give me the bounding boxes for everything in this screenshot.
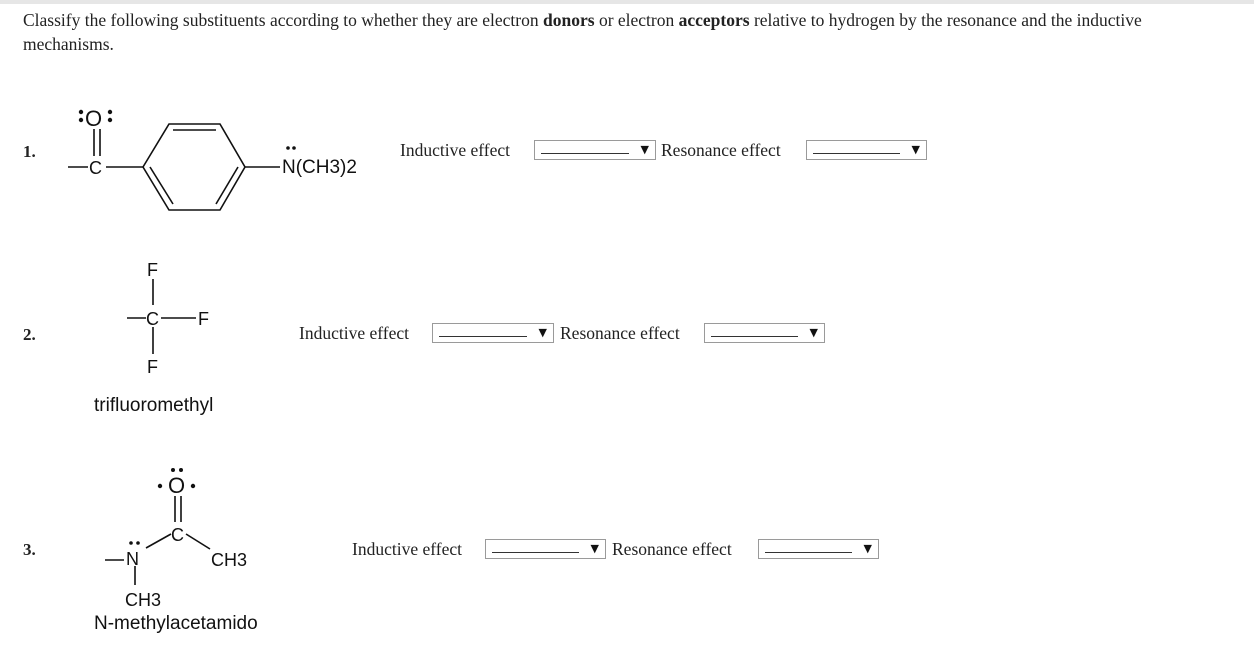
compound-name-2: trifluoromethyl <box>94 395 214 416</box>
s2-fluorine-top: F <box>147 260 158 280</box>
item-number-3: 3. <box>23 540 36 559</box>
prompt-text: or electron <box>594 10 679 30</box>
lone-pair-dot <box>136 541 140 545</box>
chevron-down-icon: ▼ <box>911 143 920 156</box>
item-number-2: 2. <box>23 325 36 344</box>
s3-carbon-label: C <box>171 525 184 545</box>
selected-value-blank <box>541 153 629 154</box>
selected-value-blank <box>765 552 852 553</box>
resonance-effect-select-3[interactable] <box>758 539 879 559</box>
resonance-effect-select-2[interactable] <box>704 323 825 343</box>
chevron-down-icon: ▼ <box>538 326 547 339</box>
lone-pair-dot <box>158 484 162 488</box>
inductive-effect-label-1: Inductive effect <box>400 140 510 160</box>
structure-3 <box>105 496 210 585</box>
inductive-effect-label-2: Inductive effect <box>299 323 409 343</box>
inductive-effect-select-2[interactable] <box>432 323 554 343</box>
lone-pair-dot <box>292 146 296 150</box>
s1-oxygen-label: O <box>85 106 103 131</box>
prompt-bold-acceptors: acceptors <box>678 10 750 30</box>
s2-fluorine-right: F <box>198 309 209 329</box>
prompt-bold-donors: donors <box>543 10 595 30</box>
s3-nitrogen-label: N <box>126 549 139 569</box>
resonance-effect-label-2: Resonance effect <box>560 323 680 343</box>
lone-pair-dot <box>286 146 290 150</box>
s2-fluorine-bottom: F <box>147 357 158 377</box>
resonance-effect-label-3: Resonance effect <box>612 539 732 559</box>
s3-methyl-right: CH3 <box>211 550 248 570</box>
selected-value-blank <box>492 552 579 553</box>
lone-pair-dot <box>179 468 183 472</box>
resonance-effect-select-1[interactable] <box>806 140 927 160</box>
item-number-1: 1. <box>23 142 36 161</box>
chevron-down-icon: ▼ <box>590 542 599 555</box>
resonance-effect-label-1: Resonance effect <box>661 140 781 160</box>
lone-pair-dot <box>191 484 195 488</box>
s3-methyl-bottom: CH3 <box>125 590 162 610</box>
chevron-down-icon: ▼ <box>640 143 649 156</box>
selected-value-blank <box>439 336 527 337</box>
s1-carbon-label: C <box>89 158 102 178</box>
inductive-effect-select-3[interactable] <box>485 539 606 559</box>
lone-pair-dot <box>171 468 175 472</box>
lone-pair-dot <box>108 110 112 114</box>
lone-pair-dot <box>79 118 83 122</box>
lone-pair-dot <box>108 118 112 122</box>
selected-value-blank <box>711 336 798 337</box>
lone-pair-dot <box>129 541 133 545</box>
prompt-text: Classify the following substituents according to whether they are electron <box>23 10 544 30</box>
inductive-effect-select-1[interactable] <box>534 140 656 160</box>
lone-pair-dot <box>79 110 83 114</box>
s3-oxygen-label: O <box>168 473 186 498</box>
s1-amine-label: N(CH3)2 <box>282 157 357 178</box>
compound-name-3: N-methylacetamido <box>94 613 258 634</box>
inductive-effect-label-3: Inductive effect <box>352 539 462 559</box>
chevron-down-icon: ▼ <box>863 542 872 555</box>
selected-value-blank <box>813 153 900 154</box>
structure-2 <box>127 279 196 354</box>
chevron-down-icon: ▼ <box>809 326 818 339</box>
s2-carbon-label: C <box>146 309 159 329</box>
prompt-text: relative to hydrogen by the resonance and the inductive mechanisms. <box>23 10 1142 54</box>
